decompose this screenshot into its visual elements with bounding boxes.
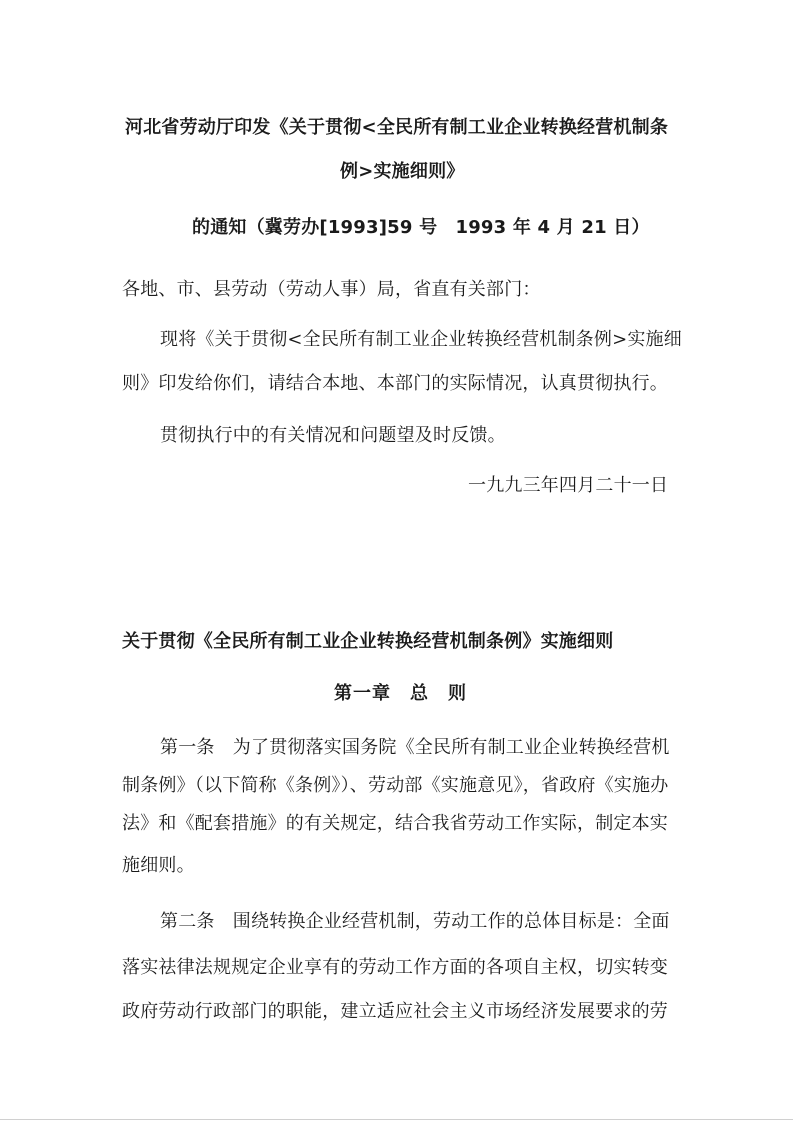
article-2-line-2: 落实祛律法规规定企业享有的劳动工作方面的各项自主权，切实转变 — [122, 957, 668, 978]
article-2-line-3: 政府劳动行政部门的职能，建立适应社会主义市场经济发展要求的劳 — [122, 1001, 668, 1022]
chapter-heading: 第一章 总 则 — [334, 683, 467, 704]
article-1-line-4: 施细则。 — [122, 855, 195, 876]
article-1-line-1: 第一条 为了贯彻落实国务院《全民所有制工业企业转换经营机 — [160, 737, 670, 758]
notice-title-line-2: 例>实施细则》 — [340, 161, 465, 182]
page-bottom-divider — [0, 1119, 793, 1120]
notice-paragraph-1-line-1: 现将《关于贯彻<全民所有制工业企业转换经营机制条例>实施细 — [160, 329, 682, 350]
article-2-line-1: 第二条 围绕转换企业经营机制，劳动工作的总体目标是：全面 — [160, 911, 670, 932]
rules-title: 关于贯彻《全民所有制工业企业转换经营机制条例》实施细则 — [122, 631, 614, 652]
article-1-line-2: 制条例》（以下简称《条例》）、劳动部《实施意见》，省政府《实施办 — [122, 775, 669, 796]
article-1-line-3: 法》和《配套措施》的有关规定，结合我省劳动工作实际，制定本实 — [122, 813, 668, 834]
notice-title-line-3: 的通知（冀劳办[1993]59 号 1993 年 4 月 21 日） — [192, 217, 650, 238]
notice-paragraph-1-line-2: 则》印发给你们，请结合本地、本部门的实际情况，认真贯彻执行。 — [122, 373, 668, 394]
notice-paragraph-2: 贯彻执行中的有关情况和问题望及时反馈。 — [160, 425, 506, 446]
notice-date: 一九九三年四月二十一日 — [468, 475, 669, 496]
notice-title-line-1: 河北省劳动厅印发《关于贯彻<全民所有制工业企业转换经营机制条 — [124, 117, 669, 138]
salutation: 各地、市、县劳动（劳动人事）局，省直有关部门： — [122, 279, 541, 300]
